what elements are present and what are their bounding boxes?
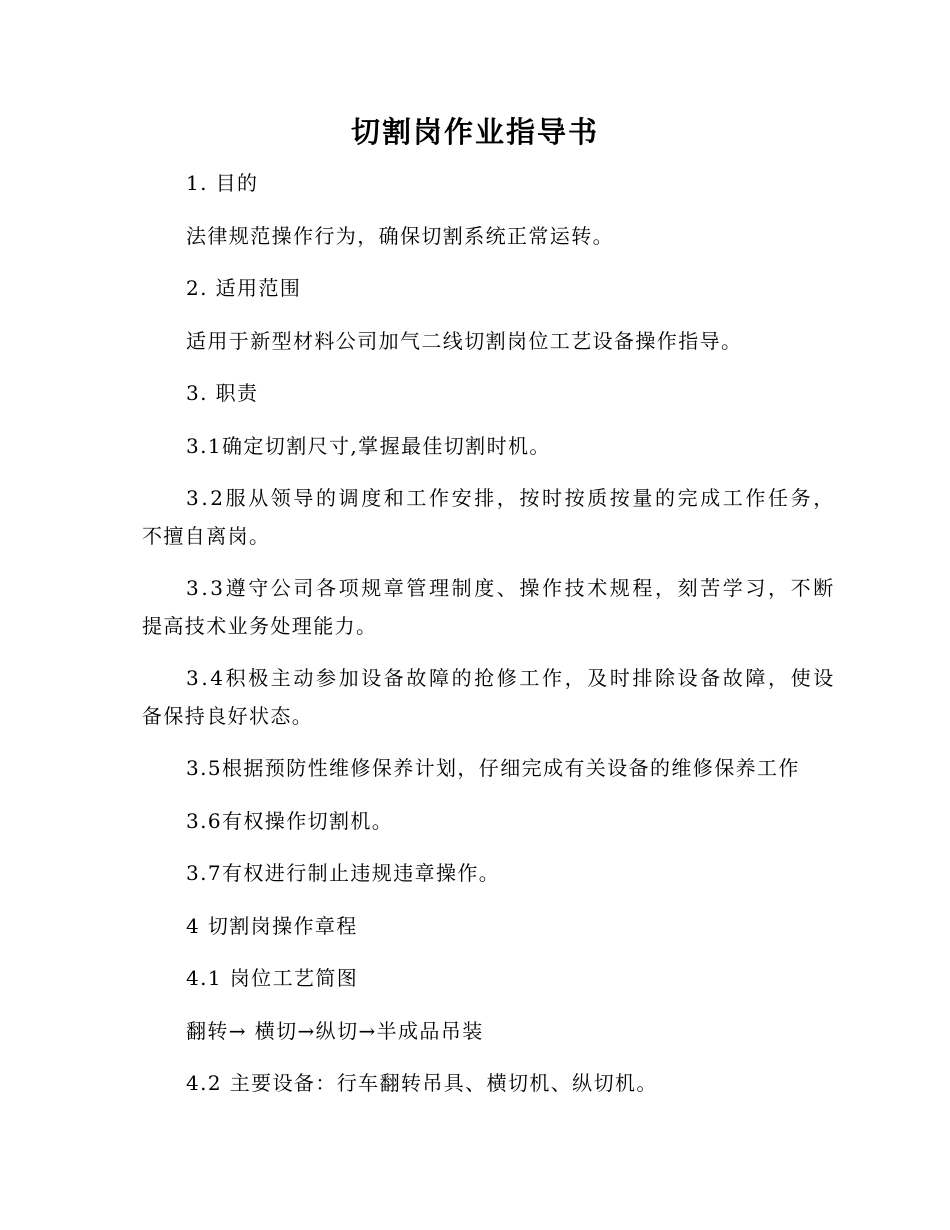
section-heading-purpose: 1. 目的 — [186, 171, 259, 195]
duty-item-3-7: 3.7有权进行制止违规违章操作。 — [186, 861, 501, 885]
paragraph-scope: 适用于新型材料公司加气二线切割岗位工艺设备操作指导。 — [186, 329, 743, 353]
subsection-main-equipment: 4.2 主要设备：行车翻转吊具、横切机、纵切机。 — [186, 1071, 658, 1095]
duty-item-3-2: 3.2服从领导的调度和工作安排，按时按质按量的完成工作任务， — [186, 486, 836, 510]
duty-item-3-3: 3.3遵守公司各项规章管理制度、操作技术规程，刻苦学习，不断 — [186, 576, 836, 600]
duty-item-3-5: 3.5根据预防性维修保养计划，仔细完成有关设备的维修保养工作 — [186, 756, 800, 780]
subsection-heading-process-diagram: 4.1 岗位工艺简图 — [186, 966, 359, 990]
duty-item-3-4: 3.4积极主动参加设备故障的抢修工作，及时排除设备故障，使设 — [186, 666, 836, 690]
duty-item-3-3-cont: 提高技术业务处理能力。 — [142, 614, 378, 638]
section-heading-duties: 3. 职责 — [186, 381, 259, 405]
duty-item-3-4-cont: 备保持良好状态。 — [142, 704, 314, 728]
section-heading-procedure: 4 切割岗操作章程 — [186, 914, 358, 938]
duty-item-3-2-cont: 不擅自离岗。 — [142, 524, 271, 548]
duty-item-3-6: 3.6有权操作切割机。 — [186, 809, 394, 833]
paragraph-purpose: 法律规范操作行为，确保切割系统正常运转。 — [186, 224, 614, 248]
section-heading-scope: 2. 适用范围 — [186, 276, 302, 300]
document-title: 切割岗作业指导书 — [350, 115, 599, 149]
process-flow-line: 翻转→ 横切→纵切→半成品吊装 — [186, 1019, 484, 1043]
duty-item-3-1: 3.1确定切割尺寸,掌握最佳切割时机。 — [186, 434, 551, 458]
